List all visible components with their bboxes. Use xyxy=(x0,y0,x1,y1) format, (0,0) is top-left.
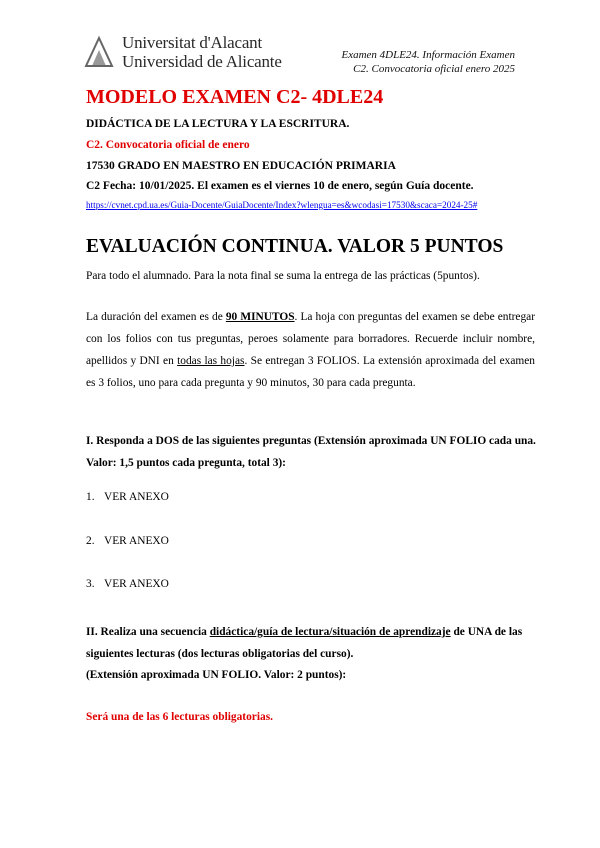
university-name xyxy=(122,33,282,71)
header-info xyxy=(341,48,515,76)
list-item: 1. VER ANEXO xyxy=(86,491,169,503)
subject-line: DIDÁCTICA DE LA LECTURA Y LA ESCRITURA. xyxy=(86,118,350,130)
part2-heading: II. Realiza una secuencia didáctica/guía de lectura/situación de aprendizaje de UNA de las siguientes lecturas (dos lecturas obligatorias del curso). xyxy=(86,626,523,660)
section-heading: EVALUACIÓN CONTINUA. VALOR 5 PUNTOS xyxy=(86,236,504,257)
university-name-es: Universidad de Alicante xyxy=(122,52,282,71)
degree-line: 17530 GRADO EN MAESTRO EN EDUCACIÓN PRIMARIA xyxy=(86,160,396,172)
university-logo-icon xyxy=(84,34,114,68)
header-line-2: C2. Convocatoria oficial enero 2025 xyxy=(353,63,515,75)
list-item: 3. VER ANEXO xyxy=(86,578,169,590)
convocatoria-line: C2. Convocatoria oficial de enero xyxy=(86,139,250,151)
part2-extension: (Extensión aproximada UN FOLIO. Valor: 2 puntos): xyxy=(86,669,347,681)
university-name-ca: Universitat d'Alacant xyxy=(122,33,263,52)
intro-paragraph: Para todo el alumnado. Para la nota final se suma la entrega de las prácticas (5puntos). xyxy=(86,270,480,282)
date-line: C2 Fecha: 10/01/2025. El examen es el viernes 10 de enero, según Guía docente. xyxy=(86,180,474,192)
duration-underlined: todas las hojas xyxy=(177,355,245,367)
page-title: MODELO EXAMEN C2- 4DLE24 xyxy=(86,86,384,108)
duration-emphasis: 90 MINUTOS xyxy=(225,311,295,323)
guide-link[interactable]: https://cvnet.cpd.ua.es/Guia-Docente/GuiaDocente/Index?wlengua=es&wcodasi=17530&scaca=2024-25# xyxy=(86,200,478,210)
part1-heading: I. Responda a DOS de las siguientes preguntas (Extensión aproximada UN FOLIO cada una. Valor: 1,5 puntos cada pregunta, total 3): xyxy=(86,435,536,469)
duration-paragraph: La duración del examen es de 90 MINUTOS. La hoja con preguntas del examen se debe entregar con los folios con tus preguntas, peroes solamente para borradores. Recuerde incluir nombre, apellidos y DNI en todas las hojas. Se entregan 3 FOLIOS. La extensión aproximada del examen es 3 folios, uno para cada pregunta y 90 minutos, 30 para cada pregunta. xyxy=(86,311,535,389)
list-item: 2. VER ANEXO xyxy=(86,535,169,547)
part2-underlined: didáctica/guía de lectura/situación de aprendizaje xyxy=(209,626,451,638)
part2-note: Será una de las 6 lecturas obligatorias. xyxy=(86,711,273,723)
header-line-1: Examen 4DLE24. Información Examen xyxy=(341,49,515,61)
